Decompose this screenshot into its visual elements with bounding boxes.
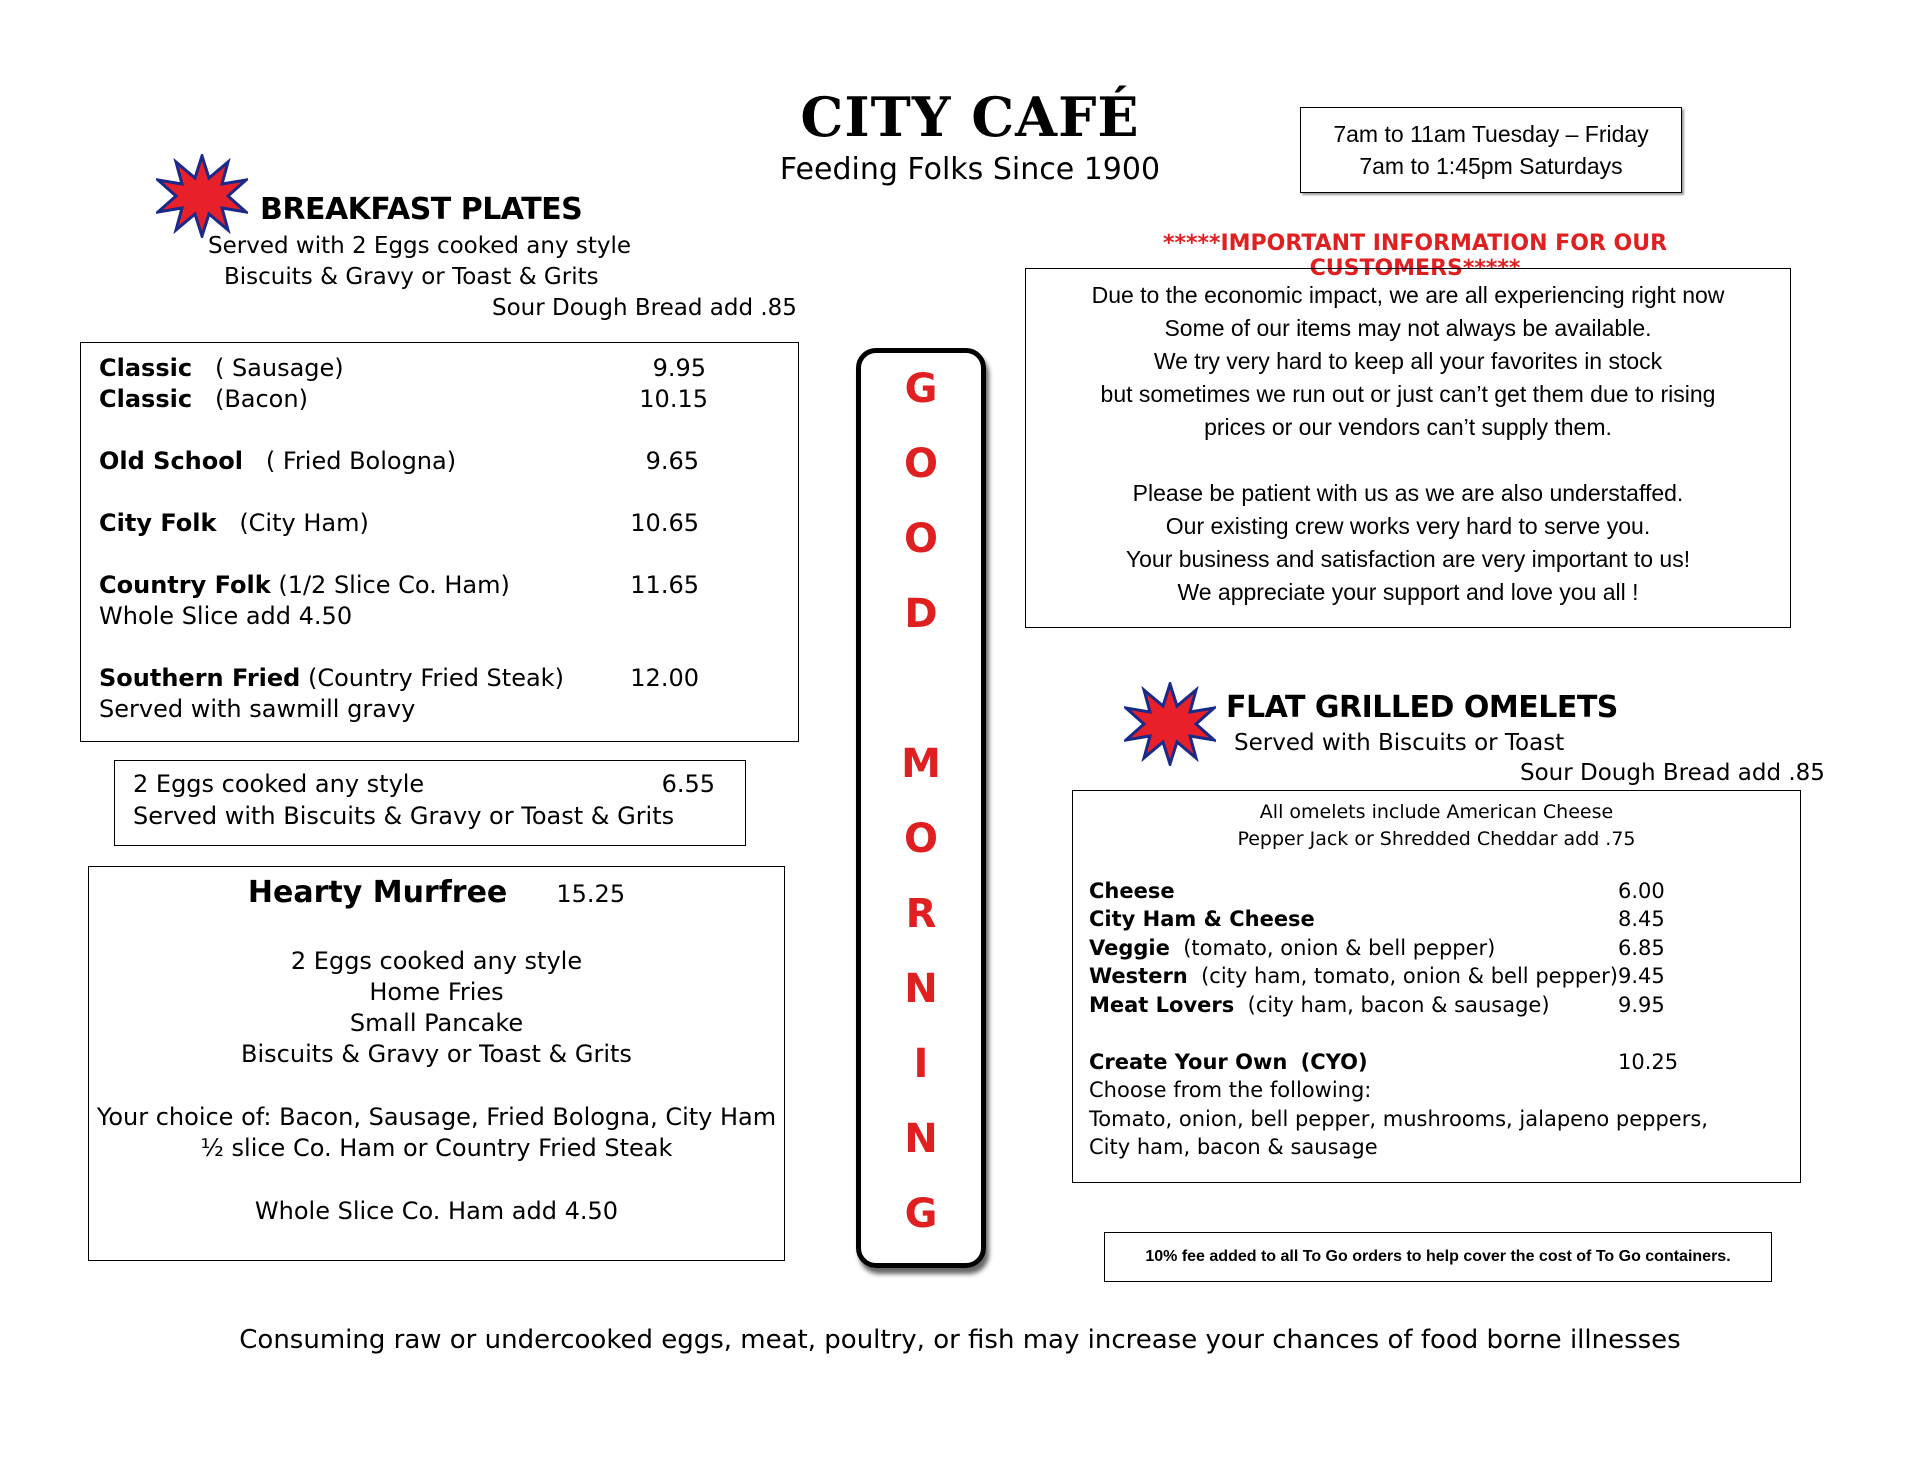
hours-box: [1300, 107, 1682, 193]
banner-letter: O: [903, 516, 938, 562]
breakfast-heading: BREAKFAST PLATES: [260, 192, 583, 227]
banner-letter: O: [903, 441, 938, 487]
menu-item: City Folk (City Ham): [99, 509, 369, 537]
banner-letter: D: [904, 591, 938, 637]
hearty-line: Small Pancake: [349, 1009, 524, 1037]
info-line: Our existing crew works very hard to serve you.: [1165, 513, 1651, 539]
hours-line: 7am to 1:45pm Saturdays: [1359, 153, 1623, 179]
hearty-choices: [89, 1102, 784, 1164]
info-line: We appreciate your support and love you all !: [1177, 579, 1639, 605]
hearty-line: Home Fries: [369, 978, 504, 1006]
hearty-line: Biscuits & Gravy or Toast & Grits: [241, 1040, 632, 1068]
menu-item-price: 12.00: [630, 664, 699, 692]
omelet-item: Western (city ham, tomato, onion & bell pepper): [1089, 964, 1618, 988]
hearty-name: Hearty Murfree: [247, 875, 508, 910]
banner-letter: G: [904, 366, 938, 412]
eggs-line: 2 Eggs cooked any style: [133, 770, 425, 798]
omelet-price: 6.00: [1618, 879, 1665, 903]
omelet-price: 6.85: [1618, 936, 1665, 960]
starburst-icon: [1124, 682, 1216, 766]
breakfast-sourdough-note: Sour Dough Bread add .85: [492, 295, 797, 321]
hearty-addon: Whole Slice Co. Ham add 4.50: [254, 1197, 619, 1225]
menu-item: Country Folk (1/2 Slice Co. Ham): [99, 571, 510, 599]
eggs-box: [114, 760, 746, 846]
omelets-heading: FLAT GRILLED OMELETS: [1226, 690, 1618, 725]
menu-item-price: 10.65: [630, 509, 699, 537]
hearty-choice-line: Your choice of: Bacon, Sausage, Fried Bologna, City Ham: [96, 1103, 777, 1131]
info-line: but sometimes we run out or just can’t get them due to rising: [1100, 381, 1716, 407]
menu-item-price: 11.65: [630, 571, 699, 599]
omelet-item: Meat Lovers (city ham, bacon & sausage): [1089, 993, 1550, 1017]
banner-letter: G: [904, 1191, 938, 1237]
food-safety-footer: Consuming raw or undercooked eggs, meat, poultry, or fish may increase your chances of food borne illnesses: [239, 1325, 1681, 1355]
omelet-item: Cheese: [1089, 879, 1175, 903]
good-morning-banner: [856, 348, 986, 1268]
breakfast-menu-box: [80, 342, 799, 742]
info-line: Your business and satisfaction are very important to us!: [1125, 546, 1691, 572]
omelets-sourdough-note: Sour Dough Bread add .85: [1520, 760, 1825, 786]
banner-letter: N: [904, 966, 938, 1012]
breakfast-served-line: Biscuits & Gravy or Toast & Grits: [224, 264, 599, 290]
info-line: We try very hard to keep all your favorites in stock: [1153, 348, 1663, 374]
to-go-fee-note: 10% fee added to all To Go orders to help cover the cost of To Go containers.: [1104, 1232, 1772, 1282]
omelets-menu-box: [1072, 790, 1801, 1183]
menu-item-note: Served with sawmill gravy: [99, 695, 416, 723]
menu-item-price: 9.65: [645, 447, 699, 475]
omelet-price: 9.45: [1618, 964, 1665, 988]
menu-item-note: Whole Slice add 4.50: [99, 602, 353, 630]
info-line: prices or our vendors can’t supply them.: [1204, 414, 1612, 440]
starburst-icon: [156, 154, 248, 238]
omelet-item-cyo: Create Your Own (CYO): [1089, 1050, 1368, 1074]
banner-letter: O: [903, 816, 938, 862]
info-box: [1025, 268, 1791, 628]
menu-item: Old School ( Fried Bologna): [99, 447, 457, 475]
menu-item: Classic (Bacon): [99, 385, 308, 413]
hours-line: 7am to 11am Tuesday – Friday: [1333, 121, 1649, 147]
omelet-item: City Ham & Cheese: [1089, 907, 1315, 931]
hearty-heading: [89, 875, 784, 910]
info-line: Some of our items may not always be available.: [1164, 315, 1652, 341]
menu-item-price: 9.95: [652, 354, 706, 382]
info-line: Due to the economic impact, we are all experiencing right now: [1091, 282, 1725, 308]
banner-letter: I: [913, 1041, 929, 1087]
omelet-item: Veggie (tomato, onion & bell pepper): [1089, 936, 1496, 960]
omelet-price: 9.95: [1618, 993, 1665, 1017]
hearty-includes: [89, 946, 784, 1070]
banner-letter: M: [901, 741, 941, 787]
menu-item-price: 10.15: [639, 385, 708, 413]
hearty-price: 15.25: [556, 880, 626, 908]
omelets-served-note: Served with Biscuits or Toast: [1234, 730, 1565, 756]
page-title: CITY CAFÉ: [800, 85, 1140, 149]
menu-item: Classic ( Sausage): [99, 354, 344, 382]
banner-letter: R: [905, 891, 937, 937]
cheese-note-line: All omelets include American Cheese: [1259, 801, 1614, 823]
menu-item: Southern Fried (Country Fried Steak): [99, 664, 564, 692]
omelet-price: 10.25: [1618, 1050, 1679, 1074]
eggs-line: Served with Biscuits & Gravy or Toast & Grits: [133, 802, 675, 830]
hearty-box: [88, 866, 785, 1261]
hearty-choice-line: ½ slice Co. Ham or Country Fried Steak: [200, 1134, 673, 1162]
cheese-note: [1073, 799, 1800, 853]
cyo-line: Tomato, onion, bell pepper, mushrooms, jalapeno peppers,: [1089, 1107, 1708, 1131]
info-heading: *****IMPORTANT INFORMATION FOR OUR CUSTOMERS*****: [1162, 231, 1668, 281]
hearty-line: 2 Eggs cooked any style: [290, 947, 583, 975]
eggs-price: 6.55: [661, 770, 715, 798]
breakfast-served-line: Served with 2 Eggs cooked any style: [208, 233, 632, 259]
banner-letter: N: [904, 1116, 938, 1162]
cheese-note-line: Pepper Jack or Shredded Cheddar add .75: [1237, 828, 1636, 850]
omelet-price: 8.45: [1618, 907, 1665, 931]
cyo-line: City ham, bacon & sausage: [1089, 1135, 1378, 1159]
page-subtitle: Feeding Folks Since 1900: [779, 152, 1161, 187]
info-line: Please be patient with us as we are also understaffed.: [1132, 480, 1684, 506]
cyo-line: Choose from the following:: [1089, 1078, 1372, 1102]
